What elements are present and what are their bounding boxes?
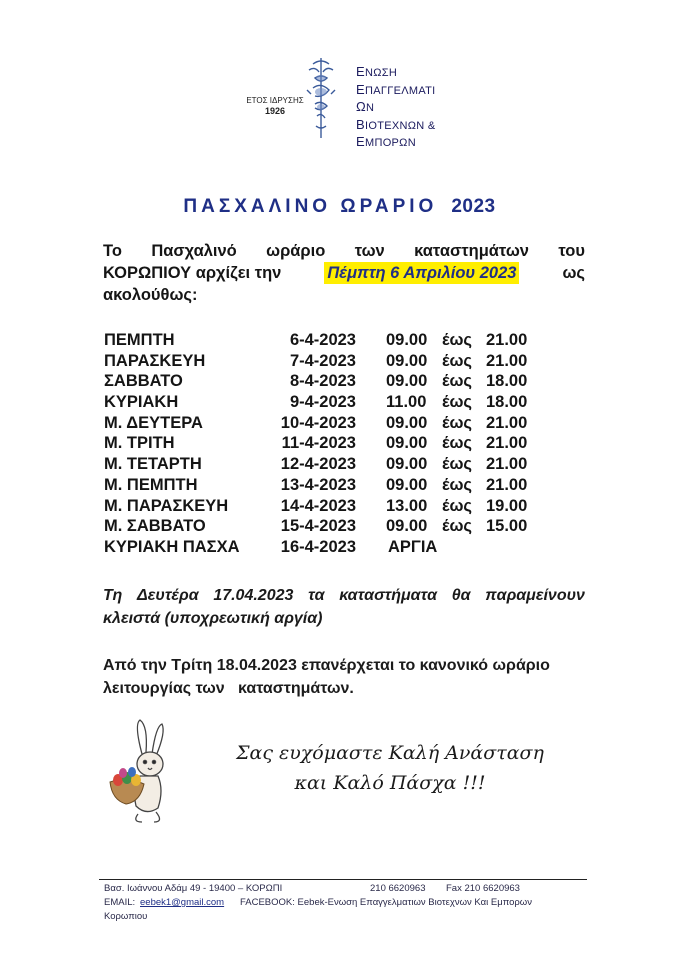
schedule-open: 11.00 (386, 393, 427, 412)
schedule-date: 6-4-2023 (289, 331, 356, 349)
schedule-date: 8-4-2023 (289, 372, 356, 391)
schedule-date: 10-4-2023 (280, 413, 356, 432)
founded-label: ΕΤΟΣ ΙΔΡΥΣΗΣ (246, 96, 304, 105)
intro-line-1 (103, 240, 585, 262)
schedule-day: Μ. ΤΕΤΑΡΤΗ (104, 455, 202, 474)
schedule-row-holiday (104, 537, 564, 558)
schedule-open: 09.00 (386, 475, 428, 494)
easter-wishes (225, 738, 555, 798)
schedule-day: ΚΥΡΙΑΚΗ ΠΑΣΧΑ (104, 537, 240, 556)
intro-word: ωράριο (266, 242, 326, 260)
intro-text: ΚΟΡΩΠΙΟΥ αρχίζει την (103, 264, 282, 282)
schedule-table (104, 330, 564, 558)
schedule-to: έως (442, 496, 472, 515)
intro-line-2 (103, 262, 585, 284)
schedule-open: 09.00 (386, 331, 428, 349)
title-year: 2023 (451, 196, 496, 217)
schedule-day: Μ. ΣΑΒΒΑΤΟ (104, 517, 206, 536)
schedule-date: 9-4-2023 (289, 393, 356, 412)
footer-divider (99, 879, 587, 880)
schedule-to: έως (442, 475, 472, 494)
schedule-to: έως (442, 517, 472, 536)
founded-block (238, 95, 312, 117)
schedule-close: 21.00 (486, 413, 528, 432)
org-line: ΕΜΠΟΡΩΝ (356, 134, 416, 149)
note-word: τα (308, 587, 325, 604)
footer-address: Βασ. Ιωάννου Αδάμ 49 - 19400 – ΚΟΡΩΠΙ (104, 883, 283, 894)
wishes-line-2: και Καλό Πάσχα !!! (294, 772, 486, 794)
schedule-to: έως (442, 455, 472, 474)
org-line: ΕΝΩΣΗ (356, 64, 398, 79)
footer-phone: 210 6620963 (370, 883, 426, 894)
note-word: παραμείνουν (485, 587, 585, 604)
closure-note-line-1 (103, 584, 585, 607)
schedule-day: ΠΑΡΑΣΚΕΥΗ (104, 351, 206, 370)
intro-word: Το (103, 242, 122, 260)
highlighted-start-date: Πέμπτη 6 Απριλίου 2023 (324, 262, 519, 284)
schedule-row (104, 516, 564, 537)
schedule-date: 14-4-2023 (280, 496, 356, 515)
schedule-close: 21.00 (486, 434, 528, 453)
schedule-day: Μ. ΠΑΡΑΣΚΕΥΗ (104, 496, 229, 515)
schedule-to: έως (442, 434, 472, 453)
footer-fax: Fax 210 6620963 (446, 883, 520, 894)
schedule-row (104, 371, 564, 392)
schedule-row (104, 475, 564, 496)
schedule-row (104, 496, 564, 517)
schedule-close: 21.00 (486, 351, 528, 370)
note-word: 17.04.2023 (213, 587, 294, 604)
schedule-open: 09.00 (386, 517, 428, 536)
intro-paragraph (103, 240, 585, 306)
note-word: Δευτέρα (136, 587, 199, 604)
schedule-to: έως (442, 331, 472, 349)
note-word: Τη (103, 587, 123, 604)
schedule-date: 12-4-2023 (280, 455, 356, 474)
schedule-open: 09.00 (386, 351, 428, 370)
resume-note (103, 654, 603, 700)
schedule-close: 21.00 (486, 455, 528, 474)
intro-line-3: ακολούθως: (103, 286, 198, 304)
schedule-day: ΠΕΜΠΤΗ (104, 331, 175, 349)
title-text: ΠΑΣΧΑΛΙΝΟ ΩΡΑΡΙΟ (183, 196, 438, 217)
schedule-row (104, 454, 564, 475)
schedule-open: 09.00 (386, 372, 428, 391)
resume-note-line-1: Από την Τρίτη 18.04.2023 επανέρχεται το κανονικό ωράριο (103, 657, 550, 674)
schedule-day: Μ. ΠΕΜΠΤΗ (104, 475, 198, 494)
organization-name (356, 64, 436, 152)
schedule-to: έως (442, 372, 472, 391)
schedule-close: 15.00 (486, 517, 528, 536)
org-line: ΕΠΑΓΓΕΛΜΑΤΙ (356, 81, 436, 97)
schedule-row (104, 413, 564, 434)
schedule-day: ΚΥΡΙΑΚΗ (104, 393, 179, 412)
intro-word: καταστημάτων (414, 242, 529, 260)
footer-city: Κορωπιου (104, 911, 148, 922)
schedule-day: Μ. ΤΡΙΤΗ (104, 434, 175, 453)
schedule-open: 13.00 (386, 496, 428, 515)
schedule-close: 18.00 (486, 393, 528, 412)
schedule-close: 18.00 (486, 372, 528, 391)
schedule-date: 11-4-2023 (281, 434, 356, 453)
schedule-close: 21.00 (486, 331, 528, 349)
schedule-date: 15-4-2023 (280, 517, 356, 536)
holiday-label: ΑΡΓΙΑ (388, 537, 438, 556)
footer-row-2 (104, 896, 584, 910)
easter-bunny-illustration-icon (98, 718, 178, 828)
schedule-row (104, 392, 564, 413)
schedule-open: 09.00 (386, 455, 428, 474)
page-title (0, 196, 679, 218)
org-line: ΒΙΟΤΕΧΝΩΝ & (356, 116, 436, 132)
schedule-day: ΣΑΒΒΑΤΟ (104, 372, 183, 391)
schedule-date: 16-4-2023 (280, 537, 356, 556)
footer-row-1 (104, 882, 584, 896)
footer-row-3 (104, 910, 584, 924)
closure-note (103, 584, 585, 630)
footer-email-link[interactable]: eebek1@gmail.com (140, 897, 225, 908)
schedule-to: έως (442, 393, 472, 412)
schedule-date: 7-4-2023 (289, 351, 356, 370)
schedule-row (104, 351, 564, 372)
schedule-close: 19.00 (486, 496, 528, 515)
footer-contact (104, 882, 584, 924)
intro-word: των (354, 242, 385, 260)
footer-email-label: EMAIL: (104, 897, 136, 908)
schedule-open: 09.00 (386, 434, 428, 453)
note-word: θα (451, 587, 471, 604)
hermes-emblem-icon (303, 54, 339, 140)
intro-word: του (558, 242, 585, 260)
org-line: ΩΝ (356, 99, 375, 114)
note-word: καταστήματα (339, 587, 438, 604)
schedule-row (104, 433, 564, 454)
wishes-line-1: Σας ευχόμαστε Καλή Ανάσταση (236, 742, 544, 764)
intro-text: ως (562, 264, 585, 282)
schedule-to: έως (442, 351, 472, 370)
schedule-open: 09.00 (386, 413, 428, 432)
closure-note-line-2: κλειστά (υποχρεωτική αργία) (103, 610, 323, 627)
footer-facebook: FACEBOOK: Eebek-Ενωση Επαγγελματιων Βιοτεχνων Και Εμπορων (240, 897, 532, 908)
resume-note-line-2: λειτουργίας των καταστημάτων. (103, 680, 354, 697)
schedule-close: 21.00 (486, 475, 528, 494)
schedule-row (104, 330, 564, 351)
intro-word: Πασχαλινό (151, 242, 237, 260)
schedule-to: έως (442, 413, 472, 432)
schedule-day: Μ. ΔΕΥΤΕΡΑ (104, 413, 203, 432)
schedule-date: 13-4-2023 (280, 475, 356, 494)
founded-year: 1926 (264, 106, 286, 116)
